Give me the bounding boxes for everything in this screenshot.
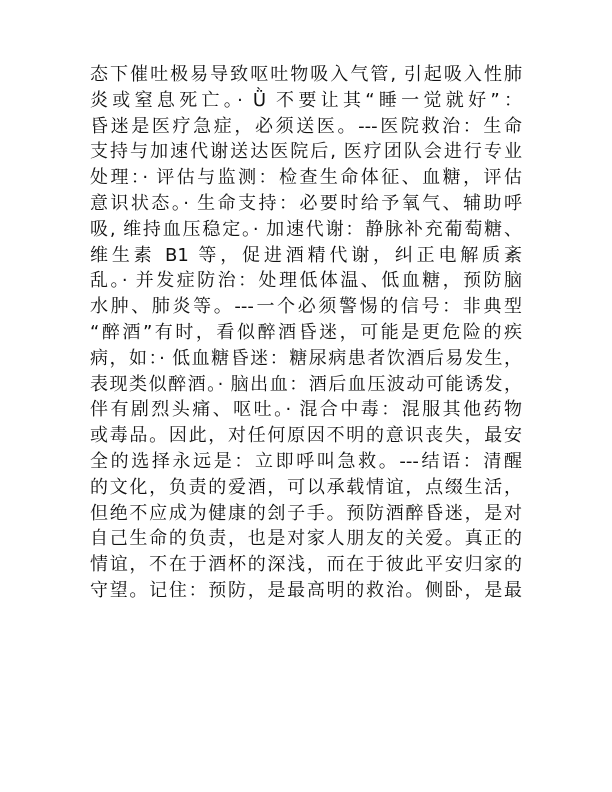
text-line: “醉酒”有时，看似醉酒昏迷，可能是更危险的疾 [90, 321, 522, 343]
text-line: 支持与加速代谢送达医院后, 医疗团队会进行专业 [90, 141, 522, 163]
text-line: 乱。· 并发症防治：处理低体温、低血糖，预防脑 [90, 270, 522, 292]
text-line: 守望。记住：预防，是最高明的救治。侧卧，是最 [90, 579, 522, 601]
text-line: 或毒品。因此，对任何原因不明的意识丧失，最安 [90, 425, 522, 447]
text-line: 水肿、肺炎等。---一个必须警惕的信号：非典型 [90, 296, 522, 318]
body-text [90, 62, 522, 604]
text-line: 伴有剧烈头痛、呕吐。· 混合中毒：混服其他药物 [90, 399, 522, 421]
text-line: 病，如：· 低血糖昏迷：糖尿病患者饮酒后易发生， [90, 347, 522, 369]
text-line: 自己生命的负责，也是对家人朋友的关爱。真正的 [90, 528, 522, 550]
text-line: 炎或窒息死亡。· Ǜ 不要让其“睡一觉就好”： [90, 89, 522, 111]
text-line: 昏迷是医疗急症，必须送医。---医院救治：生命 [90, 115, 522, 137]
text-line: 情谊，不在于酒杯的深浅，而在于彼此平安归家的 [90, 554, 522, 576]
text-line: 处理：· 评估与监测：检查生命体征、血糖，评估 [90, 167, 522, 189]
text-line: 维生素 B1 等，促进酒精代谢，纠正电解质紊 [90, 244, 522, 266]
text-line: 但绝不应成为健康的刽子手。预防酒醉昏迷，是对 [90, 502, 522, 524]
text-line: 吸, 维持血压稳定。· 加速代谢：静脉补充葡萄糖、 [90, 218, 522, 240]
text-line: 态下催吐极易导致呕吐物吸入气管, 引起吸入性肺 [90, 64, 522, 85]
text-line: 的文化，负责的爱酒，可以承载情谊，点缀生活， [90, 476, 522, 498]
text-line: 表现类似醉酒。· 脑出血：酒后血压波动可能诱发， [90, 373, 522, 395]
text-line: 意识状态。· 生命支持：必要时给予氧气、辅助呼 [90, 192, 522, 214]
text-line: 全的选择永远是：立即呼叫急救。---结语：清醒 [90, 450, 522, 472]
